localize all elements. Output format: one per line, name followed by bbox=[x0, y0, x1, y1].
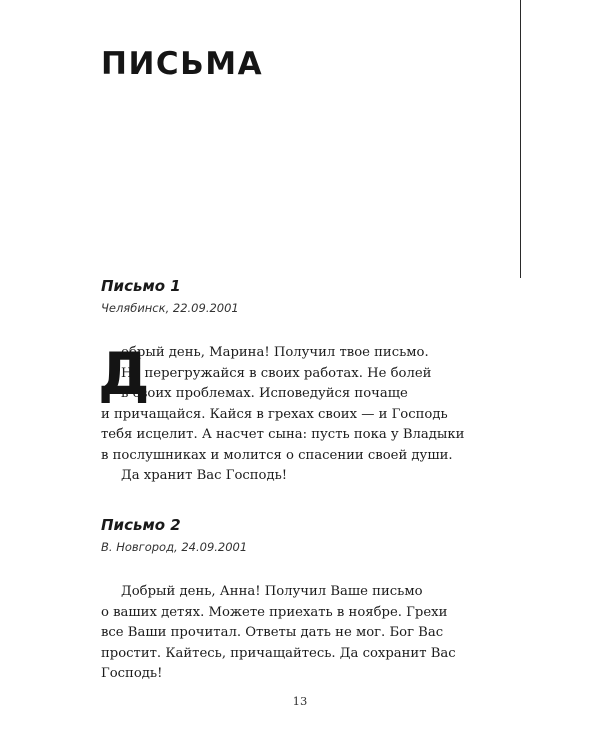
letter-1 bbox=[98, 277, 491, 487]
text-line: обрый день, Марина! Получил твое письмо. bbox=[121, 345, 429, 360]
text-line: и причащайся. Кайся в грехах своих — и Господь bbox=[101, 406, 448, 422]
letter-body bbox=[101, 582, 491, 685]
chapter-title: ПИСЬМА bbox=[101, 46, 264, 82]
letter-heading: Письмо 2 bbox=[101, 516, 181, 534]
page-number: 13 bbox=[292, 694, 308, 708]
dropcap-paragraph bbox=[98, 340, 491, 487]
letter-place-date: Челябинск, 22.09.2001 bbox=[101, 301, 239, 315]
letter-place-date: В. Новгород, 24.09.2001 bbox=[101, 540, 248, 554]
text-line: простит. Кайтесь, причащайтесь. Да сохранит Вас bbox=[101, 645, 456, 661]
text-line: в послушниках и молится о спасении своей души. bbox=[101, 447, 453, 463]
letter-heading: Письмо 1 bbox=[101, 277, 181, 295]
text-line: тебя исцелит. А насчет сына: пусть пока у Владыки bbox=[101, 427, 465, 442]
text-line: Не перегружайся в своих работах. Не болей bbox=[121, 365, 432, 381]
letter-2 bbox=[101, 516, 491, 685]
text-line: Господь! bbox=[101, 666, 163, 681]
text-line: Добрый день, Анна! Получил Ваше письмо bbox=[121, 584, 423, 599]
text-line: Да хранит Вас Господь! bbox=[121, 468, 288, 483]
page-edge-line bbox=[520, 0, 521, 278]
drop-cap: Д bbox=[98, 340, 150, 408]
text-line: все Ваши прочитал. Ответы дать не мог. Бог Вас bbox=[101, 625, 444, 640]
letter-body bbox=[98, 340, 491, 487]
text-line: в своих проблемах. Исповедуйся почаще bbox=[121, 386, 408, 401]
text-line: о ваших детях. Можете приехать в ноябре. Грехи bbox=[101, 604, 448, 620]
